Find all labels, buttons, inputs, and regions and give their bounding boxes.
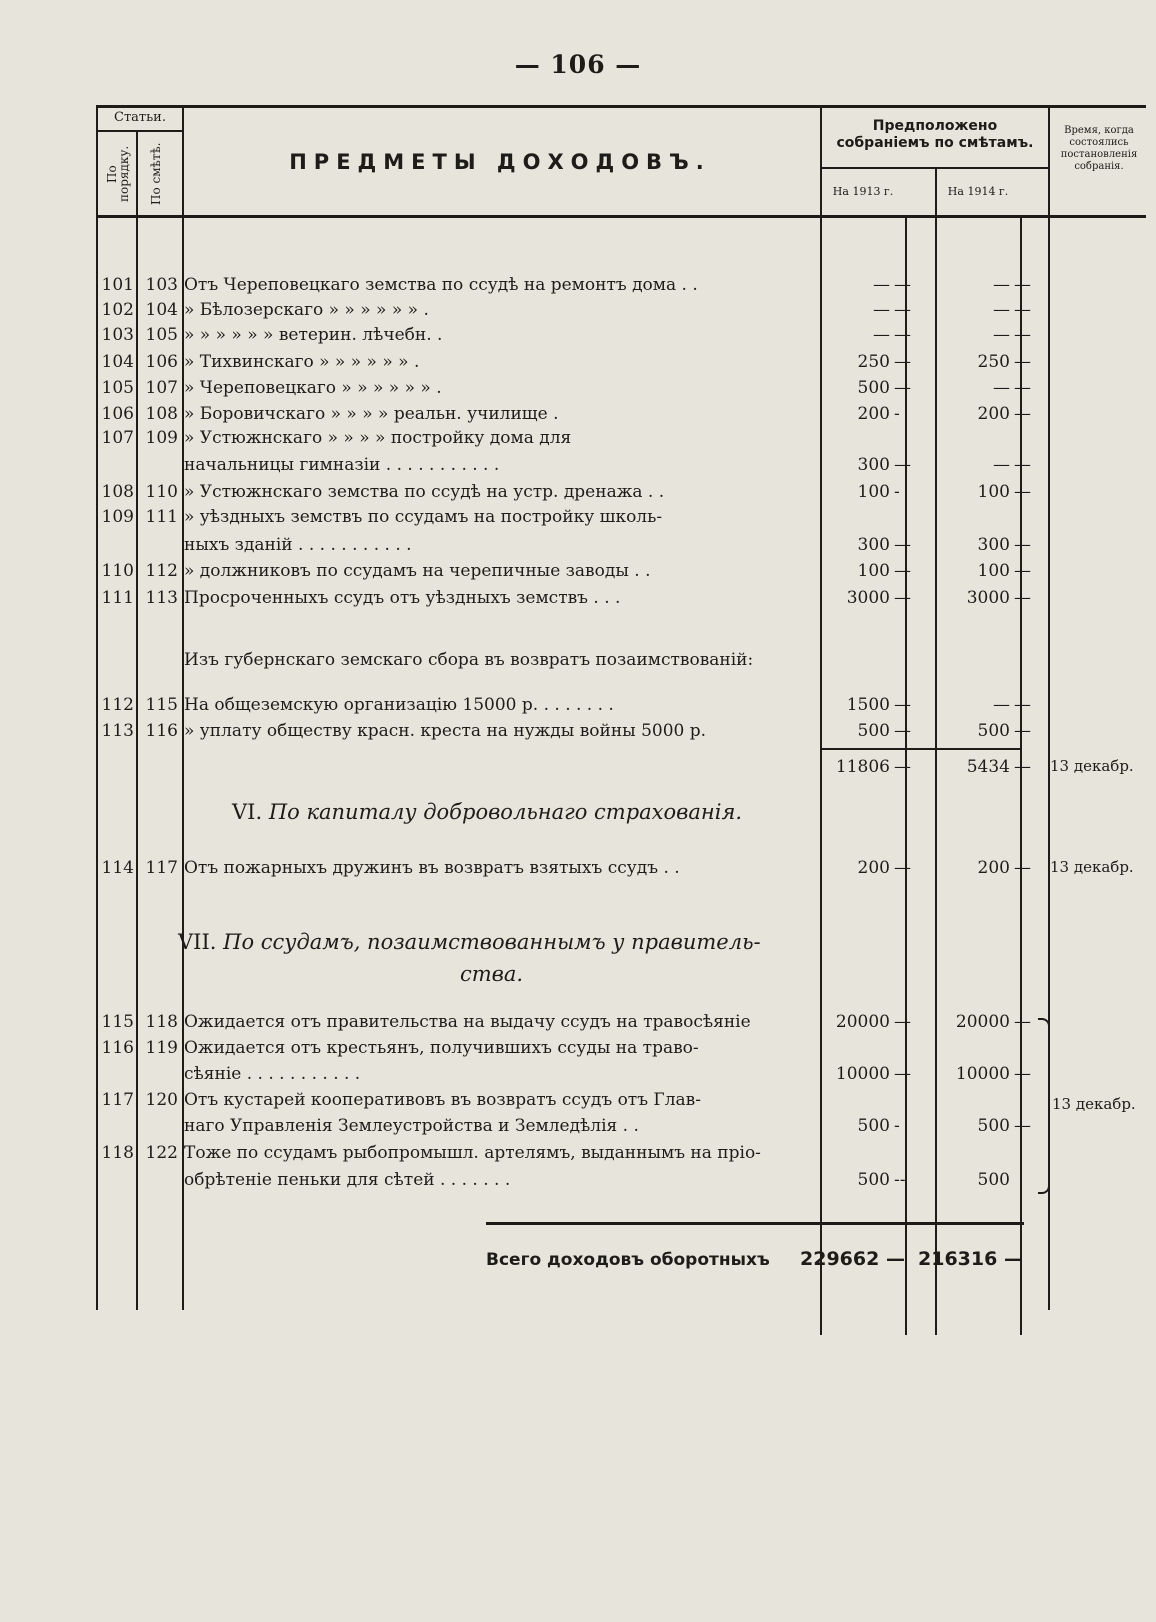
table-row: 117 120 Отъ кустарей кооперативовъ въ возвратъ ссудъ отъ Глав- (101, 1090, 701, 1110)
subtotal-row: 11806 — 5434 — 13 декабр. (835, 757, 1134, 777)
header-predpolozheno: Предположено собраніемъ по смѣтамъ. (836, 118, 1034, 151)
table-row: обрѣтеніе пеньки для сѣтей . . . . . . . 500 -- 500 (184, 1170, 1010, 1190)
table-row: 104 106 » Тихвинскаго » » » » » » . 250 — 250 — (101, 352, 1031, 372)
section-6-heading: VI. По капиталу добровольнаго страхованія. (232, 800, 743, 824)
header-po-poryadku: По порядку. (105, 145, 131, 203)
table-row: 110 112 » должниковъ по ссудамъ на черепичные заводы . . 100 — 100 — (101, 561, 1031, 581)
header-year-1913: На 1913 г. (832, 185, 894, 198)
table-row: 111 113 Просроченныхъ ссудъ отъ уѣздныхъ земствъ . . . 3000 — 3000 — (101, 588, 1031, 608)
table-row: сѣяніе . . . . . . . . . . . 10000 — 10000 — (184, 1064, 1031, 1084)
header-title: ПРЕДМЕТЫ ДОХОДОВЪ. (289, 150, 711, 174)
table-row: 115 118 Ожидается отъ правительства на выдачу ссудъ на травосѣяніе 20000 — 20000 — (101, 1012, 1031, 1032)
table-row: 107 109 » Устюжнскаго » » » » постройку дома для (101, 428, 572, 448)
table-row: 116 119 Ожидается отъ крестьянъ, получившихъ ссуды на траво- (101, 1038, 699, 1058)
section-7-heading: VII. По ссудамъ, позаимствованнымъ у правитель- (178, 930, 761, 954)
table-row: 112 115 На общеземскую организацію 15000 р. . . . . . . . 1500 — — — (101, 695, 1031, 715)
total-1913-kop: — (886, 1248, 905, 1270)
header-statya: Статьи. (114, 110, 166, 125)
subheading-gub: Изъ губернскаго земскаго сбора въ возвратъ позаимствованій: (184, 650, 754, 670)
header-bottom-rule (96, 215, 1146, 218)
table-row: 106 108 » Боровичскаго » » » » реальн. училище . 200 - 200 — (101, 404, 1031, 424)
table-row: 101 103 Отъ Череповецкаго земства по ссудѣ на ремонтъ дома . . — — — — (101, 275, 1031, 295)
table-row: 105 107 » Череповецкаго » » » » » » . 500 — — — (101, 378, 1031, 398)
header-rule-predpol (820, 167, 1048, 169)
page-number: — 106 — (514, 50, 642, 79)
total-rule (486, 1222, 1024, 1225)
subtotal-rule (820, 748, 1020, 750)
table-row: 113 116 » уплату обществу красн. креста на нужды войны 5000 р. 500 — 500 — (101, 721, 1031, 741)
total-1914-kop: — (1004, 1248, 1023, 1270)
total-1914: 216316 (918, 1248, 998, 1270)
total-label: Всего доходовъ оборотныхъ (486, 1250, 770, 1270)
table-row: 103 105 » » » » » » ветерин. лѣчебн. . — — — — (101, 325, 1031, 345)
header-po-smete: По смѣтѣ. (149, 142, 163, 206)
group-time-row: 13 декабр. (1052, 1095, 1136, 1113)
table-row: 108 110 » Устюжнскаго земства по ссудѣ на устр. дренажа . . 100 - 100 — (101, 482, 1031, 502)
section-7-heading-cont: ства. (460, 962, 524, 986)
header-rule-statya (96, 130, 182, 132)
total-1913: 229662 (800, 1248, 880, 1270)
table-row: ныхъ зданій . . . . . . . . . . . 300 — 300 — (184, 535, 1031, 555)
table-row: начальницы гимназіи . . . . . . . . . . . 300 — — — (184, 455, 1031, 475)
header-year-1914: На 1914 г. (947, 185, 1009, 198)
table-row: 102 104 » Бѣлозерскаго » » » » » » . — — — — (101, 300, 1031, 320)
table-row: 109 111 » уѣздныхъ земствъ по ссудамъ на постройку школь- (101, 507, 663, 527)
table-top-rule (96, 105, 1146, 108)
table-row: 118 122 Тоже по ссудамъ рыбопромышл. артелямъ, выданнымъ на пріо- (101, 1143, 761, 1163)
header-vremya: Время, когда состоялись постановленія собранія. (1060, 125, 1138, 172)
table-row: 114 117 Отъ пожарныхъ дружинъ въ возвратъ взятыхъ ссудъ . . 200 — 200 — 13 декабр. (101, 858, 1134, 878)
table-row: наго Управленія Землеустройства и Земледѣлія . . 500 - 500 — (184, 1116, 1031, 1136)
